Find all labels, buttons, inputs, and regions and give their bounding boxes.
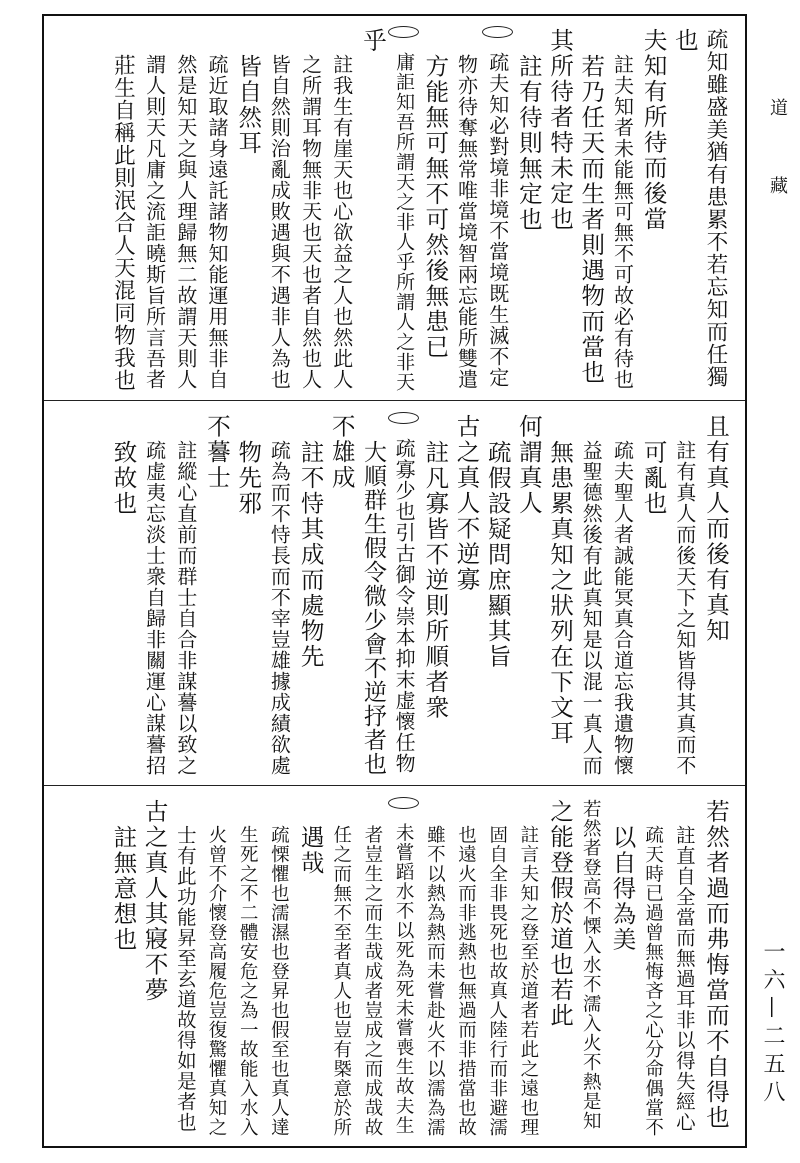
text-column (232, 787, 263, 1146)
margin-label-top: 道 (767, 98, 788, 118)
text-column (232, 402, 263, 785)
text-column (450, 402, 481, 785)
column-text: 莊生自稱此則泯合人天混同物我也 (110, 54, 136, 392)
text-column (669, 16, 700, 400)
text-column (170, 787, 201, 1146)
column-text: 若然者登高不慄入水不濡入火不熱是知 (580, 799, 602, 1131)
column-text: 註我生有崖天也心欲益之人也然此人 (329, 54, 354, 390)
column-text: 謂人則天凡庸之流詎曉斯旨所言吾者 (142, 54, 167, 390)
text-column (263, 787, 294, 1146)
column-text: 註有真人而後天下之知皆得其真而不 (672, 440, 697, 776)
column-text: 以自得為美 (608, 825, 637, 953)
text-column (107, 787, 138, 1146)
text-column (637, 787, 668, 1146)
column-text: 固自全非畏死也故真人陸行而非避濡 (486, 825, 508, 1137)
text-column (294, 402, 325, 785)
text-column (294, 16, 325, 400)
text-column (606, 16, 637, 400)
text-column (326, 402, 357, 785)
column-text: 乎 (358, 28, 387, 54)
text-column (606, 787, 637, 1146)
circle-mark (388, 26, 419, 38)
column-text: 者豈生之而生哉成者豈成之而成哉故 (361, 825, 383, 1137)
column-text: 疏虚夷忘淡士衆自歸非關運心謀謩招 (142, 440, 167, 776)
circle-mark (482, 26, 513, 38)
text-column (669, 402, 700, 785)
text-column (388, 402, 419, 785)
column-text: 疏夫知必對境非境不當境既生滅不定 (485, 52, 510, 388)
page-frame (42, 14, 747, 1148)
column-text: 未嘗蹈水不以死為死未嘗喪生故夫生 (393, 823, 415, 1135)
column-text: 大順群生假令微少會不逆抒者也 (359, 440, 386, 776)
panel-bottom-columns (107, 787, 731, 1146)
column-text: 也遠火而非逃熱也無過而非措當也故 (455, 825, 477, 1137)
text-column (357, 16, 388, 400)
circle-mark (388, 412, 419, 424)
column-text: 且有真人而後有真知 (702, 414, 730, 644)
circle-mark (388, 797, 419, 809)
column-text: 不雄成 (327, 414, 356, 491)
text-column (419, 16, 450, 400)
column-text: 疏近取諸身遠託諸物知能運用無非自 (205, 54, 229, 390)
text-column (170, 16, 201, 400)
text-column (482, 787, 513, 1146)
column-text: 遇哉 (296, 825, 325, 876)
text-column (513, 16, 544, 400)
text-column (357, 402, 388, 785)
column-text: 若然者過而弗悔當而不自得也 (702, 799, 730, 1131)
column-text: 古之真人不逆寡 (452, 414, 481, 593)
column-text: 物先邪 (234, 440, 263, 517)
text-column (575, 402, 606, 785)
panel-middle-columns (107, 402, 731, 785)
divider-bottom (44, 785, 745, 786)
column-text: 生死之不二體安危之為一故能入水入 (237, 825, 259, 1137)
column-text: 註直自全當而無過耳非以得失經心 (672, 825, 696, 1133)
text-column (700, 16, 731, 400)
column-text: 益聖德然後有此真知是以混一真人而 (579, 440, 604, 776)
panel-top (44, 16, 745, 400)
column-text: 然是知天之與人理歸無二故謂天則人 (173, 54, 198, 390)
text-column (669, 787, 700, 1146)
column-text: 疏天時已過曾無悔吝之心分命偶當不 (642, 825, 664, 1137)
text-column (513, 787, 544, 1146)
text-column (419, 787, 450, 1146)
text-column (388, 16, 419, 400)
column-text: 疏為而不恃長而不宰豈雄據成績欲處 (267, 440, 292, 776)
text-column (482, 402, 513, 785)
column-text: 註有待則無定也 (514, 54, 543, 233)
column-text: 無患累真知之狀列在下文耳 (546, 440, 575, 746)
text-column (138, 16, 169, 400)
column-text: 物亦待奪無常唯當境智兩忘能所雙遣 (454, 54, 479, 390)
text-column (326, 16, 357, 400)
column-text: 之能登假於道也若此 (546, 799, 575, 1029)
panel-middle (44, 402, 745, 785)
divider-top (44, 400, 745, 401)
text-column (637, 402, 668, 785)
text-column (482, 16, 513, 400)
column-text: 之所謂耳物無非天也天也者自然也人 (298, 54, 323, 390)
column-text: 士有此功能昇至玄道故得如是者也 (173, 825, 197, 1133)
text-column (606, 402, 637, 785)
column-text: 皆自然則治亂成敗遇與不遇非人為也 (267, 54, 292, 390)
text-column (700, 787, 731, 1146)
text-column (107, 16, 138, 400)
page-number: 一六—二五八 (760, 940, 785, 1108)
text-column (170, 402, 201, 785)
column-text: 可亂也 (639, 440, 668, 517)
column-text: 疏夫聖人者誠能冥真合道忘我遺物懷 (610, 440, 635, 776)
text-column (263, 402, 294, 785)
column-text: 庸詎知吾所謂天之非人乎所謂人之非天 (393, 52, 416, 392)
column-text: 註不恃其成而處物先 (296, 440, 325, 670)
text-column (419, 402, 450, 785)
text-column (201, 16, 232, 400)
text-column (388, 787, 419, 1146)
text-column (263, 16, 294, 400)
column-text: 任之而無不至者真人也豈有槩意於所 (330, 825, 352, 1137)
column-text: 不謩士 (203, 414, 231, 491)
text-column (575, 787, 606, 1146)
panel-bottom (44, 787, 745, 1146)
column-text: 其所待者特未定也 (546, 28, 575, 232)
column-text: 何謂真人 (514, 414, 543, 516)
column-text: 疏寡少也引古御令崇本抑末虚懷任物 (392, 438, 417, 774)
column-text: 疏假設疑問庶顯其旨 (483, 440, 512, 670)
text-column (637, 16, 668, 400)
column-text: 致故也 (109, 440, 138, 517)
column-text: 也 (670, 28, 699, 54)
text-column (138, 787, 169, 1146)
text-column (326, 787, 357, 1146)
column-text: 火曾不介懷登高履危豈復驚懼真知之 (206, 825, 227, 1137)
text-column (201, 787, 232, 1146)
column-text: 若乃任天而生者則遇物而當也 (577, 54, 606, 386)
text-column (544, 16, 575, 400)
column-text: 古之真人其寢不夢 (140, 799, 169, 1003)
column-text: 註凡寡皆不逆則所順者衆 (421, 440, 450, 721)
text-column (544, 402, 575, 785)
text-column (450, 787, 481, 1146)
text-column (232, 16, 263, 400)
column-text: 雖不以熱為熱而未嘗赴火不以濡為濡 (424, 825, 446, 1137)
column-text: 註縱心直前而群士自合非謀謩以致之 (173, 440, 198, 776)
text-column (700, 402, 731, 785)
column-text: 註言夫知之登至於道者若此之遠也理 (517, 825, 539, 1137)
text-column (138, 402, 169, 785)
text-column (544, 787, 575, 1146)
column-text: 夫知有所待而後當 (639, 28, 668, 232)
column-text: 方能無可無不可然後無患已 (421, 54, 450, 360)
text-column (201, 402, 232, 785)
column-text: 疏慄懼也濡濕也登昇也假至也真人達 (268, 825, 290, 1137)
column-text: 註夫知者未能無可無不可故必有待也 (610, 54, 635, 390)
column-text: 皆自然耳 (234, 54, 263, 156)
text-column (450, 16, 481, 400)
text-column (513, 402, 544, 785)
panel-top-columns (107, 16, 731, 400)
margin-label-mid: 藏 (767, 176, 788, 196)
column-text: 註無意想也 (109, 825, 138, 953)
column-text: 疏知雖盛美猶有患累不若忘知而任獨 (703, 28, 728, 388)
text-column (294, 787, 325, 1146)
text-column (575, 16, 606, 400)
text-column (357, 787, 388, 1146)
text-column (107, 402, 138, 785)
